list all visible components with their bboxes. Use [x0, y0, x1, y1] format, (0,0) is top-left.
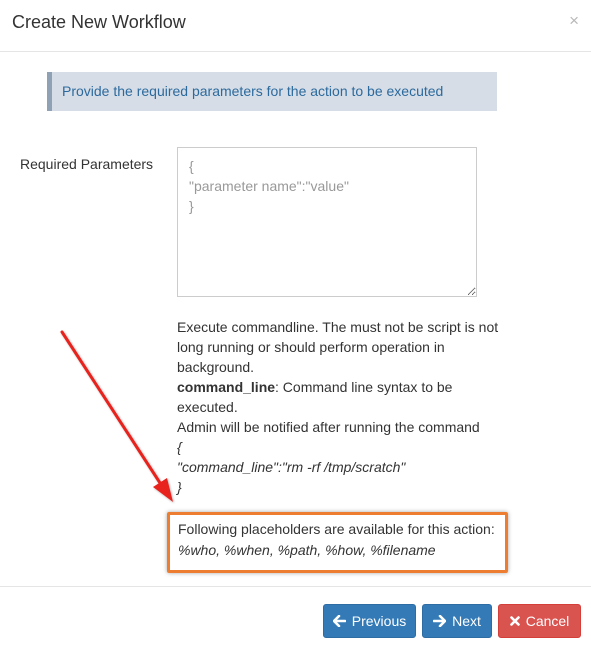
placeholders-highlight-box: [167, 512, 508, 573]
info-message: Provide the required parameters for the action to be executed: [62, 83, 444, 99]
required-parameters-label: Required Parameters: [20, 156, 154, 172]
help-example-close: }: [177, 479, 182, 495]
placeholders-intro: Following placeholders are available for this action:: [178, 521, 495, 537]
cancel-label: Cancel: [525, 613, 570, 629]
placeholders-list: %who, %when, %path, %how, %filename: [178, 542, 436, 558]
info-alert: [47, 72, 497, 111]
modal-footer: [0, 586, 591, 648]
required-parameters-textarea[interactable]: [177, 147, 477, 297]
modal-header: [0, 0, 591, 52]
next-button[interactable]: [422, 604, 492, 638]
next-label: Next: [452, 613, 481, 629]
help-description: Execute commandline. The must not be script is not long running or should perform operation in background.: [177, 319, 499, 375]
cancel-button[interactable]: [498, 604, 581, 638]
help-example-open: {: [177, 439, 182, 455]
help-param-description: : Command line syntax to be executed.: [177, 379, 453, 415]
times-icon: [510, 616, 520, 626]
previous-label: Previous: [351, 613, 407, 629]
previous-button[interactable]: [323, 604, 416, 638]
help-notify-text: Admin will be notified after running the command: [177, 419, 480, 435]
arrow-right-icon: [433, 615, 446, 627]
modal-title: Create New Workflow: [12, 12, 186, 32]
help-param-name: command_line: [177, 379, 276, 395]
action-help-text: [177, 317, 507, 497]
help-example-body: "command_line":"rm -rf /tmp/scratch": [177, 459, 406, 475]
close-icon[interactable]: ×: [569, 11, 579, 30]
arrow-left-icon: [333, 615, 346, 627]
